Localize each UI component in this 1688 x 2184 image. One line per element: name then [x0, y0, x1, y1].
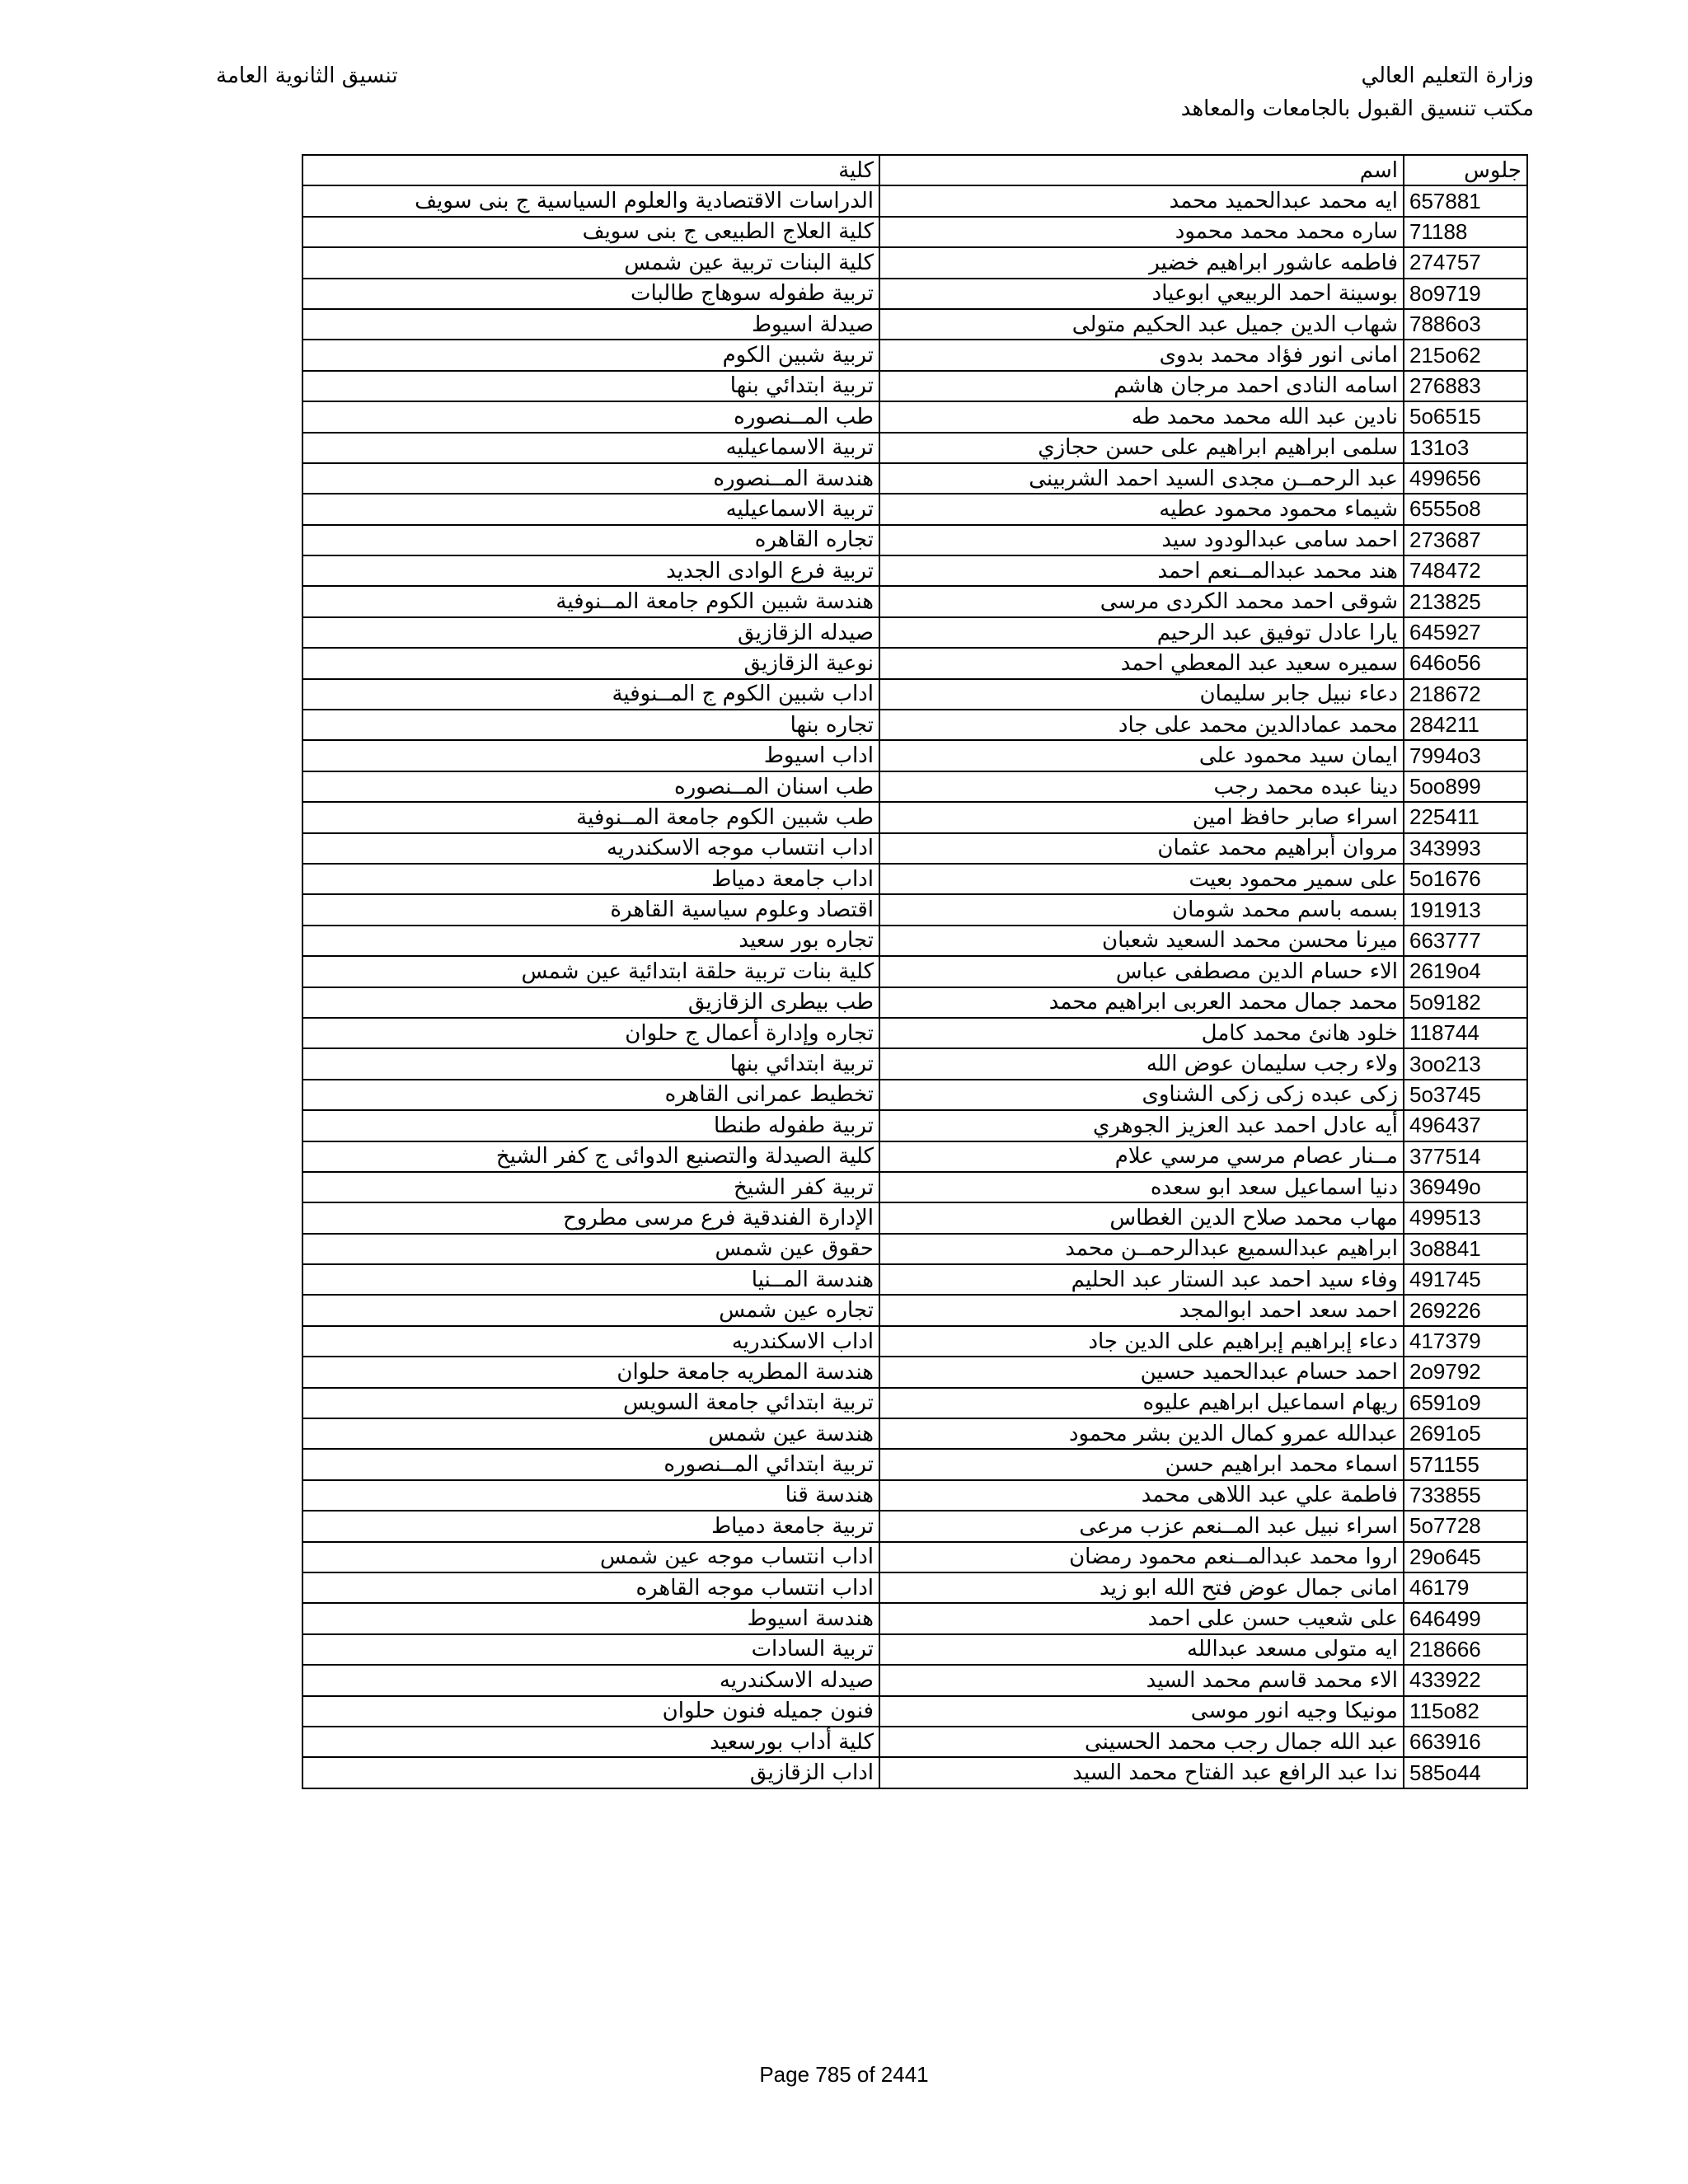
coordination-title: تنسيق الثانوية العامة — [216, 63, 398, 88]
student-name-cell: سميره سعيد عبد المعطي احمد — [879, 648, 1404, 678]
college-cell: هندسة قنا — [302, 1480, 879, 1511]
seat-number-cell: 5o1676 — [1404, 864, 1527, 894]
student-name-cell: دعاء إبراهيم إبراهيم على الدين جاد — [879, 1326, 1404, 1357]
college-cell: اداب شبين الكوم ج المــنوفية — [302, 679, 879, 710]
table-row — [302, 1480, 1527, 1511]
seat-number-cell: 646499 — [1404, 1603, 1527, 1633]
seat-number-cell: 433922 — [1404, 1665, 1527, 1695]
college-cell: تربية شبين الكوم — [302, 340, 879, 370]
seat-number-cell: 733855 — [1404, 1480, 1527, 1511]
table-row — [302, 1634, 1527, 1665]
student-name-cell: على شعيب حسن على احمد — [879, 1603, 1404, 1633]
college-cell: صيدلة اسيوط — [302, 309, 879, 340]
student-name-cell: عبد الرحمــن مجدى السيد احمد الشربينى — [879, 463, 1404, 494]
college-cell: تربية كفر الشيخ — [302, 1172, 879, 1202]
college-cell: نوعية الزقازيق — [302, 648, 879, 678]
seat-number-cell: 131o3 — [1404, 433, 1527, 463]
seat-number-cell: 276883 — [1404, 371, 1527, 401]
ministry-title: وزارة التعليم العالي — [1361, 63, 1534, 88]
seat-number-cell: 496437 — [1404, 1110, 1527, 1141]
student-name-cell: سلمى ابراهيم ابراهيم على حسن حجازي — [879, 433, 1404, 463]
college-cell: هندسة المــنصوره — [302, 463, 879, 494]
table-row — [302, 1665, 1527, 1695]
table-row — [302, 340, 1527, 370]
table-row — [302, 1449, 1527, 1479]
seat-number-cell: 36949o — [1404, 1172, 1527, 1202]
student-name-cell: احمد سعد احمد ابوالمجد — [879, 1295, 1404, 1325]
table-row — [302, 956, 1527, 987]
student-name-cell: ايه محمد عبدالحميد محمد — [879, 185, 1404, 216]
table-row — [302, 1295, 1527, 1325]
seat-number-cell: 2691o5 — [1404, 1418, 1527, 1449]
student-name-cell: اسامه النادى احمد مرجان هاشم — [879, 371, 1404, 401]
page-number: Page 785 of 2441 — [759, 2062, 929, 2087]
table-row — [302, 1080, 1527, 1110]
student-name-cell: محمد جمال محمد العربى ابراهيم محمد — [879, 987, 1404, 1018]
seat-number-cell: 46179 — [1404, 1572, 1527, 1603]
table-row — [302, 1511, 1527, 1541]
college-cell: الإدارة الفندقية فرع مرسى مطروح — [302, 1202, 879, 1233]
college-cell: تربية ابتدائي بنها — [302, 1048, 879, 1079]
seat-number-cell: 499513 — [1404, 1202, 1527, 1233]
college-cell: صيدله الزقازيق — [302, 617, 879, 648]
student-name-cell: ندا عبد الرافع عبد الفتاح محمد السيد — [879, 1757, 1404, 1788]
results-table — [302, 154, 1528, 1789]
student-name-cell: نادين عبد الله محمد محمد طه — [879, 401, 1404, 432]
table-row — [302, 217, 1527, 247]
seat-number-cell: 273687 — [1404, 525, 1527, 555]
seat-number-cell: 213825 — [1404, 586, 1527, 616]
table-row — [302, 1542, 1527, 1572]
college-cell: تخطيط عمرانى القاهره — [302, 1080, 879, 1110]
table-row — [302, 833, 1527, 864]
seat-number-cell: 218666 — [1404, 1634, 1527, 1665]
seat-number-cell: 646o56 — [1404, 648, 1527, 678]
table-row — [302, 1727, 1527, 1757]
college-cell: تربية ابتدائي جامعة السويس — [302, 1388, 879, 1418]
seat-number-cell: 115o82 — [1404, 1696, 1527, 1727]
table-row — [302, 1264, 1527, 1295]
student-name-cell: محمد عمادالدين محمد على جاد — [879, 710, 1404, 740]
seat-number-cell: 417379 — [1404, 1326, 1527, 1357]
college-cell: طب بيطرى الزقازيق — [302, 987, 879, 1018]
seat-number-cell: 5o6515 — [1404, 401, 1527, 432]
college-cell: اداب الزقازيق — [302, 1757, 879, 1788]
seat-number-cell: 191913 — [1404, 894, 1527, 925]
student-name-cell: ابراهيم عبدالسميع عبدالرحمــن محمد — [879, 1234, 1404, 1264]
table-row — [302, 1172, 1527, 1202]
student-name-cell: الاء محمد قاسم محمد السيد — [879, 1665, 1404, 1695]
table-row — [302, 433, 1527, 463]
seat-number-cell: 571155 — [1404, 1449, 1527, 1479]
seat-number-cell: 343993 — [1404, 833, 1527, 864]
table-row — [302, 648, 1527, 678]
table-row — [302, 555, 1527, 586]
college-cell: اداب اسيوط — [302, 740, 879, 771]
seat-number-cell: 491745 — [1404, 1264, 1527, 1295]
student-name-cell: ولاء رجب سليمان عوض الله — [879, 1048, 1404, 1079]
table-header-row — [302, 155, 1527, 185]
college-cell: اداب انتساب موجه القاهره — [302, 1572, 879, 1603]
table-row — [302, 740, 1527, 771]
seat-number-cell: 8o9719 — [1404, 279, 1527, 309]
seat-number-cell: 215o62 — [1404, 340, 1527, 370]
table-row — [302, 1357, 1527, 1387]
college-cell: طب المــنصوره — [302, 401, 879, 432]
table-row — [302, 802, 1527, 832]
seat-number-cell: 29o645 — [1404, 1542, 1527, 1572]
student-name-cell: على سمير محمود بعيت — [879, 864, 1404, 894]
student-name-cell: شيماء محمود محمود عطيه — [879, 494, 1404, 524]
table-row — [302, 710, 1527, 740]
college-cell: هندسة اسيوط — [302, 1603, 879, 1633]
student-name-cell: مروان أبراهيم محمد عثمان — [879, 833, 1404, 864]
table-row — [302, 987, 1527, 1018]
seat-number-cell: 585o44 — [1404, 1757, 1527, 1788]
student-name-cell: بوسينة احمد الربيعي ابوعياد — [879, 279, 1404, 309]
student-name-cell: أيه عادل احمد عبد العزيز الجوهري — [879, 1110, 1404, 1141]
table-row — [302, 894, 1527, 925]
seat-number-cell: 377514 — [1404, 1141, 1527, 1172]
table-row — [302, 1048, 1527, 1079]
table-row — [302, 864, 1527, 894]
table-row — [302, 1326, 1527, 1357]
table-row — [302, 1696, 1527, 1727]
table-row — [302, 1234, 1527, 1264]
college-cell: تجاره عين شمس — [302, 1295, 879, 1325]
table-row — [302, 1418, 1527, 1449]
student-name-cell: اسراء نبيل عبد المــنعم عزب مرعى — [879, 1511, 1404, 1541]
table-row — [302, 1603, 1527, 1633]
student-name-cell: وفاء سيد احمد عبد الستار عبد الحليم — [879, 1264, 1404, 1295]
student-name-cell: احمد حسام عبدالحميد حسين — [879, 1357, 1404, 1387]
student-name-cell: مهاب محمد صلاح الدين الغطاس — [879, 1202, 1404, 1233]
student-name-cell: شوقى احمد محمد الكردى مرسى — [879, 586, 1404, 616]
seat-number-cell: 645927 — [1404, 617, 1527, 648]
college-cell: اداب انتساب موجه عين شمس — [302, 1542, 879, 1572]
student-name-cell: بسمه باسم محمد شومان — [879, 894, 1404, 925]
table-row — [302, 401, 1527, 432]
college-cell: هندسة شبين الكوم جامعة المــنوفية — [302, 586, 879, 616]
table-row — [302, 279, 1527, 309]
student-name-cell: فاطمه عاشور ابراهيم خضير — [879, 247, 1404, 278]
seat-number-cell: 218672 — [1404, 679, 1527, 710]
student-name-cell: ايه متولى مسعد عبدالله — [879, 1634, 1404, 1665]
college-cell: هندسة المــنيا — [302, 1264, 879, 1295]
student-name-cell: عبدالله عمرو كمال الدين بشر محمود — [879, 1418, 1404, 1449]
table-row — [302, 679, 1527, 710]
table-row — [302, 463, 1527, 494]
student-name-cell: فاطمة علي عبد اللاهى محمد — [879, 1480, 1404, 1511]
seat-number-cell: 499656 — [1404, 463, 1527, 494]
student-name-cell: عبد الله جمال رجب محمد الحسينى — [879, 1727, 1404, 1757]
table-row — [302, 617, 1527, 648]
college-cell: كلية البنات تربية عين شمس — [302, 247, 879, 278]
student-name-cell: اروا محمد عبدالمــنعم محمود رمضان — [879, 1542, 1404, 1572]
table-row — [302, 1572, 1527, 1603]
student-name-cell: مونيكا وجيه انور موسى — [879, 1696, 1404, 1727]
college-cell: طب شبين الكوم جامعة المــنوفية — [302, 802, 879, 832]
college-cell: تربية جامعة دمياط — [302, 1511, 879, 1541]
table-row — [302, 1202, 1527, 1233]
student-name-cell: خلود هانئ محمد كامل — [879, 1018, 1404, 1048]
college-cell: تجاره القاهره — [302, 525, 879, 555]
seat-number-cell: 5o7728 — [1404, 1511, 1527, 1541]
student-name-cell: احمد سامى عبدالودود سيد — [879, 525, 1404, 555]
table-body — [302, 185, 1527, 1788]
college-cell: تجاره بور سعيد — [302, 926, 879, 956]
table-row — [302, 1757, 1527, 1788]
student-name-cell: دينا عبده محمد رجب — [879, 771, 1404, 802]
student-name-cell: يارا عادل توفيق عبد الرحيم — [879, 617, 1404, 648]
student-name-cell: ريهام اسماعيل ابراهيم عليوه — [879, 1388, 1404, 1418]
seat-number-cell: 3oo213 — [1404, 1048, 1527, 1079]
student-name-cell: دعاء نبيل جابر سليمان — [879, 679, 1404, 710]
table-row — [302, 926, 1527, 956]
seat-number-cell: 657881 — [1404, 185, 1527, 216]
seat-number-cell: 3o8841 — [1404, 1234, 1527, 1264]
student-name-cell: امانى جمال عوض فتح الله ابو زيد — [879, 1572, 1404, 1603]
seat-number-cell: 663916 — [1404, 1727, 1527, 1757]
seat-number-cell: 663777 — [1404, 926, 1527, 956]
college-cell: اداب الاسكندريه — [302, 1326, 879, 1357]
student-name-cell: زكى عبده زكى زكى الشناوى — [879, 1080, 1404, 1110]
column-header-name: اسم — [879, 155, 1404, 185]
seat-number-cell: 284211 — [1404, 710, 1527, 740]
seat-number-cell: 7886o3 — [1404, 309, 1527, 340]
college-cell: اقتصاد وعلوم سياسية القاهرة — [302, 894, 879, 925]
column-header-seat: جلوس — [1404, 155, 1527, 185]
student-name-cell: اسماء محمد ابراهيم حسن — [879, 1449, 1404, 1479]
seat-number-cell: 71188 — [1404, 217, 1527, 247]
table-row — [302, 309, 1527, 340]
table-row — [302, 1018, 1527, 1048]
student-name-cell: شهاب الدين جميل عبد الحكيم متولى — [879, 309, 1404, 340]
table-row — [302, 771, 1527, 802]
college-cell: حقوق عين شمس — [302, 1234, 879, 1264]
seat-number-cell: 2619o4 — [1404, 956, 1527, 987]
student-name-cell: ساره محمد محمد محمود — [879, 217, 1404, 247]
college-cell: اداب انتساب موجه الاسكندريه — [302, 833, 879, 864]
college-cell: فنون جميله فنون حلوان — [302, 1696, 879, 1727]
college-cell: اداب جامعة دمياط — [302, 864, 879, 894]
table-row — [302, 1388, 1527, 1418]
student-name-cell: ميرنا محسن محمد السعيد شعبان — [879, 926, 1404, 956]
student-name-cell: مــنار عصام مرسي مرسي علام — [879, 1141, 1404, 1172]
table-row — [302, 586, 1527, 616]
table-row — [302, 525, 1527, 555]
student-name-cell: امانى انور فؤاد محمد بدوى — [879, 340, 1404, 370]
table-row — [302, 494, 1527, 524]
student-name-cell: هند محمد عبدالمــنعم احمد — [879, 555, 1404, 586]
college-cell: كلية بنات تربية حلقة ابتدائية عين شمس — [302, 956, 879, 987]
college-cell: تربية ابتدائي بنها — [302, 371, 879, 401]
seat-number-cell: 7994o3 — [1404, 740, 1527, 771]
table-row — [302, 371, 1527, 401]
table-row — [302, 247, 1527, 278]
college-cell: تربية الاسماعيليه — [302, 494, 879, 524]
seat-number-cell: 6555o8 — [1404, 494, 1527, 524]
college-cell: صيدله الاسكندريه — [302, 1665, 879, 1695]
office-title: مكتب تنسيق القبول بالجامعات والمعاهد — [1180, 96, 1534, 121]
seat-number-cell: 5o9182 — [1404, 987, 1527, 1018]
student-name-cell: ايمان سيد محمود على — [879, 740, 1404, 771]
college-cell: كلية العلاج الطبيعى ج بنى سويف — [302, 217, 879, 247]
college-cell: هندسة المطريه جامعة حلوان — [302, 1357, 879, 1387]
student-name-cell: اسراء صابر حافظ امين — [879, 802, 1404, 832]
college-cell: تجاره وإدارة أعمال ج حلوان — [302, 1018, 879, 1048]
seat-number-cell: 274757 — [1404, 247, 1527, 278]
college-cell: تجاره بنها — [302, 710, 879, 740]
student-name-cell: دنيا اسماعيل سعد ابو سعده — [879, 1172, 1404, 1202]
college-cell: تربية الاسماعيليه — [302, 433, 879, 463]
seat-number-cell: 225411 — [1404, 802, 1527, 832]
college-cell: تربية طفوله سوهاج طالبات — [302, 279, 879, 309]
seat-number-cell: 2o9792 — [1404, 1357, 1527, 1387]
table-row — [302, 1141, 1527, 1172]
college-cell: الدراسات الاقتصادية والعلوم السياسية ج بنى سويف — [302, 185, 879, 216]
column-header-college: كلية — [302, 155, 879, 185]
seat-number-cell: 6591o9 — [1404, 1388, 1527, 1418]
college-cell: كلية أداب بورسعيد — [302, 1727, 879, 1757]
college-cell: تربية ابتدائي المــنصوره — [302, 1449, 879, 1479]
seat-number-cell: 5o3745 — [1404, 1080, 1527, 1110]
college-cell: طب اسنان المــنصوره — [302, 771, 879, 802]
seat-number-cell: 118744 — [1404, 1018, 1527, 1048]
college-cell: تربية السادات — [302, 1634, 879, 1665]
college-cell: كلية الصيدلة والتصنيع الدوائى ج كفر الشيخ — [302, 1141, 879, 1172]
college-cell: هندسة عين شمس — [302, 1418, 879, 1449]
seat-number-cell: 748472 — [1404, 555, 1527, 586]
seat-number-cell: 269226 — [1404, 1295, 1527, 1325]
college-cell: تربية طفوله طنطا — [302, 1110, 879, 1141]
seat-number-cell: 5oo899 — [1404, 771, 1527, 802]
table-row — [302, 1110, 1527, 1141]
table-row — [302, 185, 1527, 216]
college-cell: تربية فرع الوادى الجديد — [302, 555, 879, 586]
student-name-cell: الاء حسام الدين مصطفى عباس — [879, 956, 1404, 987]
